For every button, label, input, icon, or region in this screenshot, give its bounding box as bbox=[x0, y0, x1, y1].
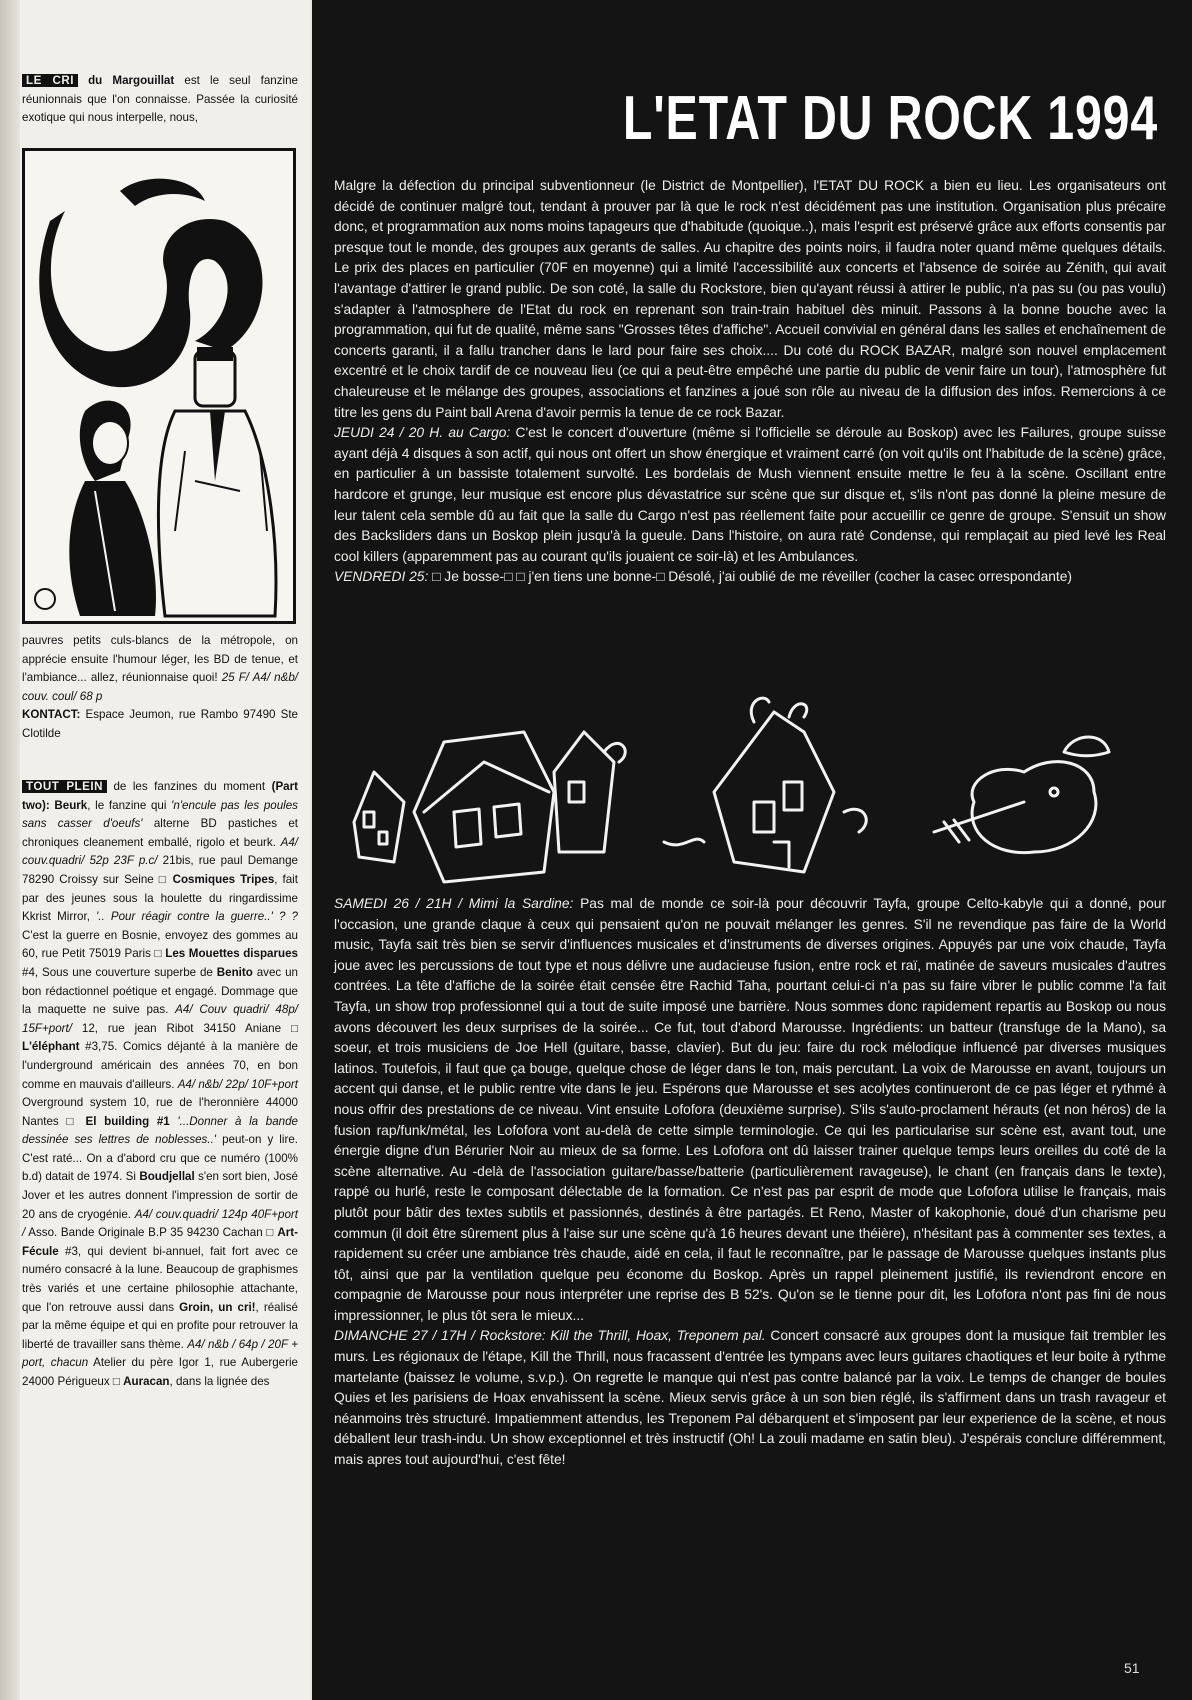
jeudi-section bbox=[334, 423, 1166, 567]
fanzine-quote: 'n'encule pas les poules sans casser d'oeufs' bbox=[22, 798, 298, 831]
section-text: □ Je bosse-□ □ j'en tiens une bonne-□ Désolé, j'ai oublié de me réveiller (cocher la casec orrespondante) bbox=[428, 569, 1073, 585]
houses-sketch bbox=[334, 692, 1164, 892]
fanzine-name: Art-Fécule bbox=[22, 1226, 298, 1258]
review-text: , dans la lignée des bbox=[169, 1375, 270, 1388]
fanzine-review-cri-intro bbox=[22, 72, 298, 128]
review-text: pauvres petits culs-blancs de la métropole, on apprécie ensuite l'humour léger, les BD de tenue, et l'ambiance... allez, réunionnaise quoi! bbox=[22, 634, 298, 685]
artist-name: Benito bbox=[216, 965, 253, 979]
tall-house-windows bbox=[754, 782, 802, 867]
review-text: 21bis, rue paul Demange 78290 Croissy sur Seine □ bbox=[22, 854, 298, 886]
small-house-windows bbox=[364, 812, 387, 844]
fanzine-name: du Margouillat bbox=[88, 74, 175, 87]
review-text: est le seul fanzine réunionnais que l'on connaisse. Passée la curiosité exotique qui nous interpelle, nous, bbox=[22, 74, 298, 125]
section-text: Concert consacré aux groupes dont la musique fait trembler les murs. Les régionaux de l'étape, Kill the Thrill, nous fracassent d'entrée les tympans avec leurs guitares chaotiques et leur boite à rythme martelante (baissez le volume, s.v.p.). On regrette le manque qui n'est pas contre balancé par la voix. Le temps de changer de boules Quies et les parisiens de Hoax envahissent la scène. Mieux servis grâce à un son bien réglé, ils s'affirment dans un trash ravageur et néanmoins très structuré. Impatiemment attendus, les Treponem Pal débarquent et s'imposent par leur experience de la scène, et nous déballent leur trash-indu. Un show exceptionnel et très instructif (Oh! La zouli madame en satin bleu). J'espérais conclure différemment, mais apres tout aujourd'hui, c'est fête! bbox=[334, 1328, 1166, 1468]
fanzine-info: A4/ couv.quadri/ 52p 23F p.c/ bbox=[22, 835, 298, 868]
contact-label: KONTACT: bbox=[22, 708, 81, 722]
fanzine-name: Cosmiques Tripes bbox=[172, 872, 275, 886]
guitarist-body bbox=[972, 762, 1096, 853]
dimanche-section bbox=[334, 1326, 1166, 1470]
review-text: de les fanzines du moment bbox=[106, 780, 272, 793]
swirl-top bbox=[120, 179, 205, 206]
review-text: peut-on y lire. C'est raté... On a d'abord cru que ce numéro (100% b.d) datait de 1974. Si bbox=[22, 1133, 298, 1184]
fanzine-review-cri-end bbox=[22, 632, 298, 744]
artist-name: Boudjellal bbox=[139, 1170, 195, 1184]
fanzine-info: A4/ n&b / 64p / 20F + port, chacun bbox=[22, 1337, 298, 1370]
review-text: #3, qui devient bi-annuel, fait fort avec ce numéro consacré à la lune. Beaucoup de graphismes très variés et une certaine philosophie attachante, que l'on retrouve aussi dans bbox=[22, 1244, 298, 1314]
page-edge bbox=[0, 0, 20, 1700]
contact-address: Espace Jeumon, rue Rambo 97490 Ste Clotilde bbox=[22, 708, 298, 740]
big-house bbox=[414, 732, 554, 882]
intro-paragraph: Malgre la défection du principal subventionneur (le District de Montpellier), l'ETAT DU ROCK a bien eu lieu. Les organisateurs ont décidé de continuer malgré tout, tendant à prouver par là que le rock n'est décidément pas une institution. Organisation plus précaire donc, et programmation aux noms moins tapageurs que d'habitude (quoique..), mais l'esprit est préservé grâce aux efforts consentis par presque tout le monde, des groupes aux gerants de salles. Au chapitre des points noirs, il faudra noter quand même quelques détails. Le prix des places en particulier (70F en moyenne) qui a limité l'accessibilité aux concerts et l'absence de soirée au Zénith, qui avait l'avantage d'attirer le grand public. De son coté, la salle du Rockstore, bien qu'ayant réussi à attirer le public, n'a pas su (ou pas voulu) s'adapter à l'atmosphere de l'Etat du rock en reprenant son train-train habituel dès minuit. Passons à la bonne bouche avec la programmation, qui fut de qualité, même sans "Grosses têtes d'affiche". Accueil convivial en général dans les salles et enchaînement de concerts garanti, il a fallu trancher dans le lard pour faire ses choix.... Du coté du ROCK BAZAR, malgré son nouvel emplacement excentré et le choix tardif de ce nouveau lieu (ce qui a peut-être empêché une partie du public de venir faire un tour), l'atmosphère fut chaleureuse et le mélange des groupes, associations et fanzines a joué son rôle au niveau de la diffusion des infos. Remercions à ce titre les gens du Paint ball Arena d'avoir permis la tenue de ce rock Bazar. bbox=[334, 178, 1166, 420]
review-text: Overground system 10, rue de l'heronnière 44000 Nantes □ bbox=[22, 1096, 298, 1128]
small-house bbox=[354, 772, 404, 862]
guitarist-hat bbox=[1064, 737, 1109, 756]
review-text: , fait par des jeunes sous la houlette du ringardissime Kkrist Mirror, bbox=[22, 872, 298, 924]
comic-drawing bbox=[25, 151, 293, 621]
review-text: 12, rue jean Ribot 34150 Aniane □ bbox=[71, 1021, 298, 1035]
comic-illustration bbox=[22, 148, 296, 624]
review-text: s'en sort bien, José Jover et les autres donnent l'impression de sortir de 20 ans de cryogénie. bbox=[22, 1170, 299, 1221]
tall-house-antennas bbox=[751, 698, 807, 722]
vendredi-section bbox=[334, 567, 1166, 588]
section-heading: VENDREDI 25: bbox=[334, 569, 429, 585]
review-text: #4, Sous une couverture superbe de bbox=[22, 965, 217, 979]
samedi-section bbox=[334, 894, 1166, 1326]
big-house-roof bbox=[424, 762, 549, 812]
section-heading: DIMANCHE 27 / 17H / Rockstore: Kill the Thrill, Hoax, Treponem pal. bbox=[334, 1328, 766, 1344]
review-text: avec un bon rédactionnel poétique et engagé. Dommage que la maquette ne suive pas. bbox=[22, 965, 298, 1017]
fanzine-name: Les Mouettes disparues bbox=[165, 947, 298, 961]
tag-le-cri: LE CRI bbox=[22, 74, 78, 87]
fanzine-info: A4/ n&b/ 22p/ 10F+port bbox=[177, 1077, 298, 1091]
fanzine-name: Auracan bbox=[123, 1375, 170, 1388]
article-body bbox=[334, 176, 1166, 588]
article-column bbox=[312, 0, 1192, 1700]
man-hair bbox=[197, 347, 233, 361]
review-text: , le fanzine qui bbox=[87, 798, 172, 812]
tag-tout-plein: TOUT PLEIN bbox=[22, 780, 107, 793]
scribble-lines bbox=[664, 809, 866, 845]
review-text: #3,75. Comics déjanté à la manière de l'underground américain des années 70, en bon comme en mauvais d'ailleurs. bbox=[22, 1040, 298, 1091]
review-text: C'est la guerre en Bosnie, envoyez des gommes au 60, rue Petit 75019 Paris □ bbox=[22, 928, 298, 961]
section-text: C'est le concert d'ouverture (même si l'officielle se déroule au Boskop) avec les Failures, groupe suisse ayant déjà 4 disques à son actif, qui nous ont offert un show énergique et vraiment carré (on voit qu'ils ont l'habitude de la scène) grâce, en particulier à un bassiste totalement survolté. Les bordelais de Mush viennent ensuite mettre le feu à la scène. Oscillant entre hardcore et grunge, leur musique est encore plus dévastatrice sur scène que sur disque et, s'ils n'ont pas donné la pleine mesure de leur talent cela semble dû au fait que la salle du Cargo n'est pas réellement faite pour accueillir ce genre de groupe. S'ensuit un show des Backsliders dans un Boskop plein jusqu'à la gueule. Dans l'histoire, on aura raté Condense, qui remplaçait au pied levé les Real cool killers (apparemment pas au courant qu'ils jouaient ce soir-là) et les Ambulances. bbox=[334, 425, 1167, 564]
review-text: alterne BD pastiches et chroniques cleanement emballé, rigolo et beurk. bbox=[22, 817, 298, 849]
woman-face bbox=[92, 421, 128, 465]
fanzine-info: A4/ Couv quadri/ 48p/ 15F+port/ bbox=[22, 1003, 298, 1035]
fanzine-name: L'éléphant bbox=[22, 1040, 80, 1054]
big-house-windows bbox=[454, 804, 521, 847]
review-text: Asso. Bande Originale B.P 35 94230 Cachan □ bbox=[25, 1226, 278, 1240]
fanzine-quote: '.. Pour réagir contre la guerre..' ? ? bbox=[96, 910, 298, 924]
page-number: 51 bbox=[1124, 1660, 1140, 1676]
article-title: L'ETAT DU ROCK 1994 bbox=[622, 84, 1158, 153]
fanzine-name: Beurk bbox=[54, 798, 88, 812]
fanzine-info: A4/ couv.quadri/ 124p 40F+port / bbox=[22, 1207, 298, 1240]
guitarist-eye bbox=[1050, 788, 1058, 796]
section-heading: JEUDI 24 / 20 H. au Cargo: bbox=[334, 425, 511, 441]
chimney-smoke bbox=[604, 743, 625, 762]
tall-house bbox=[714, 712, 834, 872]
fanzine-name: Groin, un cri! bbox=[179, 1300, 256, 1314]
review-text: , réalisé par la même équipe et qui en profite pour retrouver la liberté de travailler sans thème. bbox=[22, 1300, 298, 1351]
fanzine-name: El building #1 bbox=[85, 1114, 170, 1128]
fanzine-column bbox=[0, 0, 310, 1700]
review-text: Atelier du père Igor 1, rue Aubergerie 24000 Périgueux □ bbox=[22, 1356, 298, 1388]
fanzine-info: 25 F/ A4/ n&b/ couv. coul/ 68 p bbox=[22, 671, 299, 703]
section-heading: SAMEDI 26 / 21H / Mimi la Sardine: bbox=[334, 896, 574, 911]
section-text: Pas mal de monde ce soir-là pour découvrir Tayfa, groupe Celto-kabyle qui a donné, pour l'occasion, une grande claque à ceux qui pensaient qu'on ne pouvait mélanger les genres. S'il ne revendique pas faire de la World music, Tayfa sait très bien se servir d'influences musicales et d'instruments de diverses origines. Appuyés par une voix chaude, Tayfa joue avec les percussions de tout type et nous délivre une audacieuse fusion, entre rock et raï, matinée de saveurs musicales d'autres contrées. La tête d'affiche de la soirée était censée être Rachid Taha, pourtant celui-ci n'a pas su faire vibrer le public comme l'a fait Tayfa, un show trop professionnel qui a tout de suite imposé une barrière. Nous sommes donc rapidement repartis au Boskop ou nous avons découvert les deux surprises de la soirée... Ce fut, tout d'abord Marousse. Ingrédients: un batteur (transfuge de la Mano), sa soeur, et trois musiciens de Joe Hell (guitare, basse, clavier). But du jeu: faire du rock mélodique influencé par diverses musiques latinos. Toutefois, il faut que ça bouge, quelque chose de léger dans le ton, mais percutant. La voix de Marousse en avant, toujours un accent qui danse, et le public rentre vite dans le jeu. Espérons que Marousse et ses acolytes continueront de ce pas léger et rythmé à nous offrir des prestations de ce niveau. Vint ensuite Lofofora (deuxième surprise). S'ils s'auto-proclament hérauts (et non héros) de la fusion rap/funk/métal, les Lofofora vont au-delà de cette simple terminologie. Ce qui les particularise sur scène est, avant tout, une énergie digne d'un Bérurier Noir au mieux de sa forme. Les Lofofora ont dû laisser trainer quelque temps leurs oreilles du coté de la scène alternative. Au -delà de l'association guitare/basse/batterie (particulièrement ravageuse), le chant (en français dans le texte), rappé ou hurlé, reste le composant délectable de la formation. Ce n'est pas par esprit de mode que Lofofora utilise le français, mais plutôt pour bâtir des textes subtils et passionnés, destinés à être partagés. Et Reno, Master of kakophonie, doué d'un charisme peu commun (il doit être sûrement plus à l'aise sur une scène qu'à 16 heures devant une théière), n'hésitant pas à commenter ses textes, a rapidement su créer une ambiance très chaude, aidé en cela, il faut le reconnaître, par le passage de Marousse quelques instants plus tôt, ainsi que par la ventilation quelque peu économe du Boskop. Après un rappel pleinement justifié, ils reviendront encore en compagnie de Marousse pour nous interpréter une reprise des B 52's. Qu'on se le tienne pour dit, les Lofofora n'ont pas fini de nous impressionner, le plus tôt sera le mieux... bbox=[334, 896, 1167, 1323]
artist-mark-icon bbox=[35, 589, 55, 609]
fanzine-review-tout-plein bbox=[22, 778, 298, 1392]
article-body-continued bbox=[334, 894, 1166, 1471]
review-bold: (Part two): bbox=[22, 780, 298, 812]
fanzine-quote: '...Donner à la bande dessinée ses lettres de noblesses..' bbox=[22, 1114, 298, 1147]
